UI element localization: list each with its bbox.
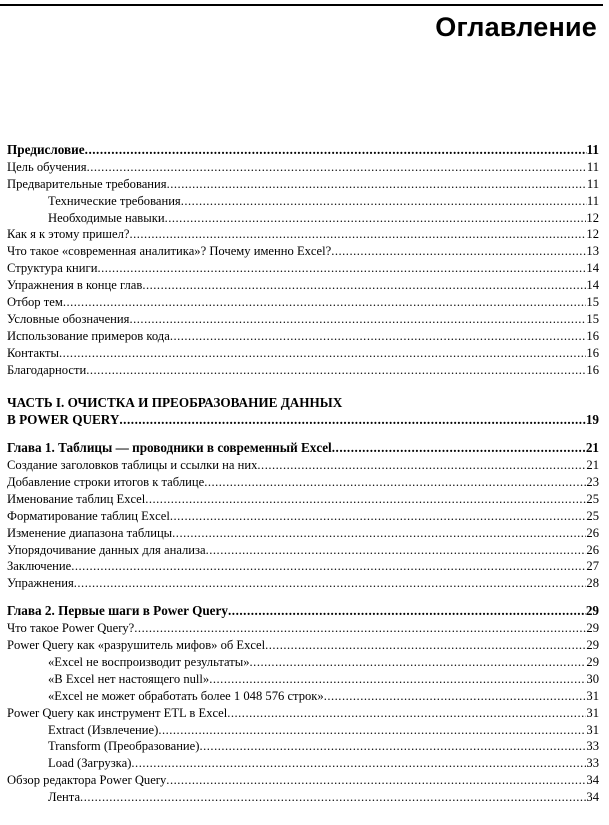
toc-entry-title: Глава 2. Первые шаги в Power Query [7, 603, 228, 619]
toc-leader-dots [199, 738, 586, 755]
toc-leader-dots [145, 491, 586, 508]
toc-entry[interactable] [7, 210, 599, 227]
toc-entry-title: Что такое Power Query? [7, 621, 135, 636]
toc-entry-title: Создание заголовков таблицы и ссылки на них [7, 458, 258, 473]
toc-entry-title: Структура книги [7, 261, 98, 276]
toc-entry[interactable] [7, 226, 599, 243]
toc-entry-page: 23 [586, 475, 599, 490]
toc-leader-dots [204, 474, 586, 491]
toc-entry[interactable] [7, 575, 599, 592]
toc-entry[interactable] [7, 491, 599, 508]
toc-entry[interactable] [7, 603, 599, 620]
toc-entry-page: 29 [586, 638, 599, 653]
toc-entry-page: 26 [586, 525, 599, 540]
toc-entry-page: 12 [586, 227, 599, 242]
toc-entry-title: Упорядочивание данных для анализа [7, 542, 206, 557]
toc-leader-dots [166, 772, 586, 789]
toc-leader-dots [119, 412, 585, 429]
toc-entry[interactable] [7, 542, 599, 559]
toc-entry[interactable] [7, 294, 599, 311]
toc-entry-part1[interactable] [7, 412, 599, 429]
toc-entry[interactable] [7, 671, 599, 688]
toc-entry-title: Благодарности [7, 362, 87, 377]
toc-entry-page: 13 [586, 244, 599, 259]
toc-entry-page: 29 [586, 621, 599, 636]
toc-entry-title: Что такое «современная аналитика»? Почему именно Excel? [7, 244, 332, 259]
toc-entry[interactable] [7, 654, 599, 671]
toc-entry-page: 33 [586, 739, 599, 754]
toc-entry-title: Технические требования [48, 193, 181, 208]
toc-entry-page: 29 [585, 603, 599, 619]
toc-leader-dots [172, 525, 586, 542]
toc-entry-title: Лента [48, 790, 81, 805]
toc-leader-dots [167, 176, 587, 193]
toc-leader-dots [129, 226, 586, 243]
toc-entry[interactable] [7, 637, 599, 654]
toc-entry[interactable] [7, 474, 599, 491]
toc-entry-page: 26 [586, 542, 599, 557]
toc-leader-dots [59, 345, 586, 362]
toc-entry-page: 30 [586, 671, 599, 686]
toc-entry[interactable] [7, 525, 599, 542]
toc-entry-page: 21 [585, 440, 599, 456]
toc-leader-dots [170, 508, 587, 525]
toc-entry[interactable] [7, 159, 599, 176]
toc-entry-title: Упражнения в конце глав [7, 278, 143, 293]
toc-entry[interactable] [7, 176, 599, 193]
toc-entry-title: В POWER QUERY [7, 412, 120, 428]
toc-entry-title: Упражнения [7, 576, 74, 591]
toc-entry[interactable] [7, 193, 599, 210]
toc-section-chapter2 [7, 603, 599, 806]
toc-entry-page: 15 [586, 295, 599, 310]
toc-entry-title: Load (Загрузка) [48, 756, 132, 771]
toc-entry-title: Power Query как «разрушитель мифов» об Excel [7, 638, 266, 653]
toc-entry-title: «В Excel нет настоящего null» [48, 671, 210, 686]
toc-leader-dots [170, 328, 587, 345]
toc-leader-dots [86, 362, 586, 379]
toc-entry-page: 15 [586, 311, 599, 326]
toc-entry-title: Необходимые навыки [48, 210, 165, 225]
toc-section-chapter1 [7, 440, 599, 592]
toc-entry[interactable] [7, 738, 599, 755]
toc-leader-dots [87, 159, 587, 176]
toc-entry-page: 16 [586, 328, 599, 343]
toc-entry-page: 31 [586, 722, 599, 737]
toc-leader-dots [74, 575, 587, 592]
toc-entry-page: 28 [586, 576, 599, 591]
toc-leader-dots [63, 294, 587, 311]
toc-entry-title: Extract (Извлечение) [48, 722, 159, 737]
toc-entry-title: Цель обучения [7, 159, 87, 174]
section-gap [7, 378, 599, 395]
toc-entry[interactable] [7, 688, 599, 705]
toc-entry-page: 31 [586, 705, 599, 720]
toc-entry-page: 11 [586, 159, 599, 174]
toc-entry-page: 12 [586, 210, 599, 225]
toc-entry-title: Именование таблиц Excel [7, 491, 146, 506]
toc-entry-page: 34 [586, 773, 599, 788]
toc-leader-dots [142, 277, 586, 294]
toc-entry-title: Контакты [7, 345, 59, 360]
toc-entry-page: 25 [586, 508, 599, 523]
toc-entry[interactable] [7, 243, 599, 260]
toc-entry-page: 11 [586, 193, 599, 208]
toc-entry[interactable] [7, 277, 599, 294]
toc-entry[interactable] [7, 457, 599, 474]
toc-entry-page: 11 [586, 142, 599, 157]
toc-entry-page: 16 [586, 345, 599, 360]
toc-entry-title: Изменение диапазона таблицы [7, 525, 173, 540]
toc-leader-dots [85, 142, 587, 159]
toc-entry[interactable] [7, 722, 599, 739]
toc-leader-dots [250, 654, 587, 671]
toc-entry[interactable] [7, 362, 599, 379]
toc-entry-page: 14 [586, 278, 599, 293]
toc-entry-page: 27 [586, 559, 599, 574]
toc-entry[interactable] [7, 345, 599, 362]
toc-entry-title: Заключение [7, 559, 72, 574]
toc-entry-page: 19 [585, 412, 599, 428]
toc-entry-page: 16 [586, 362, 599, 377]
toc-entry[interactable] [7, 328, 599, 345]
toc-leader-dots [331, 243, 586, 260]
toc-entry-title: Предварительные требования [7, 176, 167, 191]
toc-leader-dots [209, 671, 586, 688]
toc-entry[interactable] [7, 755, 599, 772]
toc-entry-title: Обзор редактора Power Query [7, 773, 167, 788]
toc-entry-title: Добавление строки итогов к таблице [7, 475, 205, 490]
toc-entry[interactable] [7, 508, 599, 525]
toc-leader-dots [206, 542, 587, 559]
toc-leader-dots [131, 755, 586, 772]
toc-entry[interactable] [7, 558, 599, 575]
section-gap [7, 592, 599, 603]
toc-entry-title: «Excel не может обработать более 1 048 576 строк» [48, 688, 324, 703]
page-title: Оглавление [435, 12, 597, 42]
toc-leader-dots [80, 789, 586, 806]
toc-section-preface [7, 142, 599, 378]
toc-entry[interactable] [7, 705, 599, 722]
toc-entry[interactable] [7, 260, 599, 277]
toc-entry-title: Power Query как инструмент ETL в Excel [7, 705, 228, 720]
toc-entry-page: 14 [586, 261, 599, 276]
toc-entry-page: 31 [586, 688, 599, 703]
toc-leader-dots [332, 440, 586, 457]
toc-entry-title: «Excel не воспроизводит результаты» [48, 654, 250, 669]
toc-leader-dots [228, 603, 586, 620]
toc-leader-dots [71, 558, 586, 575]
toc-entry[interactable] [7, 789, 599, 806]
toc-entry-page: 34 [586, 790, 599, 805]
toc-entry-page: 21 [586, 458, 599, 473]
toc-leader-dots [181, 193, 587, 210]
table-of-contents [7, 142, 599, 806]
part-heading-line1: ЧАСТЬ I. ОЧИСТКА И ПРЕОБРАЗОВАНИЕ ДАННЫХ [7, 395, 343, 411]
toc-leader-dots [129, 311, 586, 328]
toc-entry[interactable] [7, 311, 599, 328]
toc-entry-page: 25 [586, 491, 599, 506]
toc-leader-dots [265, 637, 586, 654]
toc-entry[interactable] [7, 142, 599, 159]
toc-leader-dots [257, 457, 586, 474]
toc-entry-page: 33 [586, 756, 599, 771]
top-rule [0, 4, 603, 6]
toc-leader-dots [324, 688, 587, 705]
toc-entry-title: Отбор тем [7, 295, 63, 310]
toc-entry[interactable] [7, 440, 599, 457]
toc-entry-title: Как я к этому пришел? [7, 227, 130, 242]
toc-entry-page: 11 [586, 176, 599, 191]
toc-leader-dots [165, 210, 587, 227]
toc-entry-page: 29 [586, 654, 599, 669]
toc-entry-title: Использование примеров кода [7, 328, 170, 343]
section-gap [7, 429, 599, 440]
toc-leader-dots [227, 705, 586, 722]
toc-leader-dots [134, 620, 586, 637]
toc-leader-dots [158, 722, 586, 739]
toc-entry-title: Глава 1. Таблицы — проводники в современный Excel [7, 440, 332, 456]
toc-entry-title: Предисловие [7, 142, 85, 157]
toc-entry-title: Форматирование таблиц Excel [7, 508, 170, 523]
toc-entry[interactable] [7, 620, 599, 637]
toc-entry-title: Transform (Преобразование) [48, 739, 200, 754]
toc-entry-title: Условные обозначения [7, 311, 130, 326]
toc-leader-dots [97, 260, 586, 277]
toc-entry[interactable] [7, 772, 599, 789]
